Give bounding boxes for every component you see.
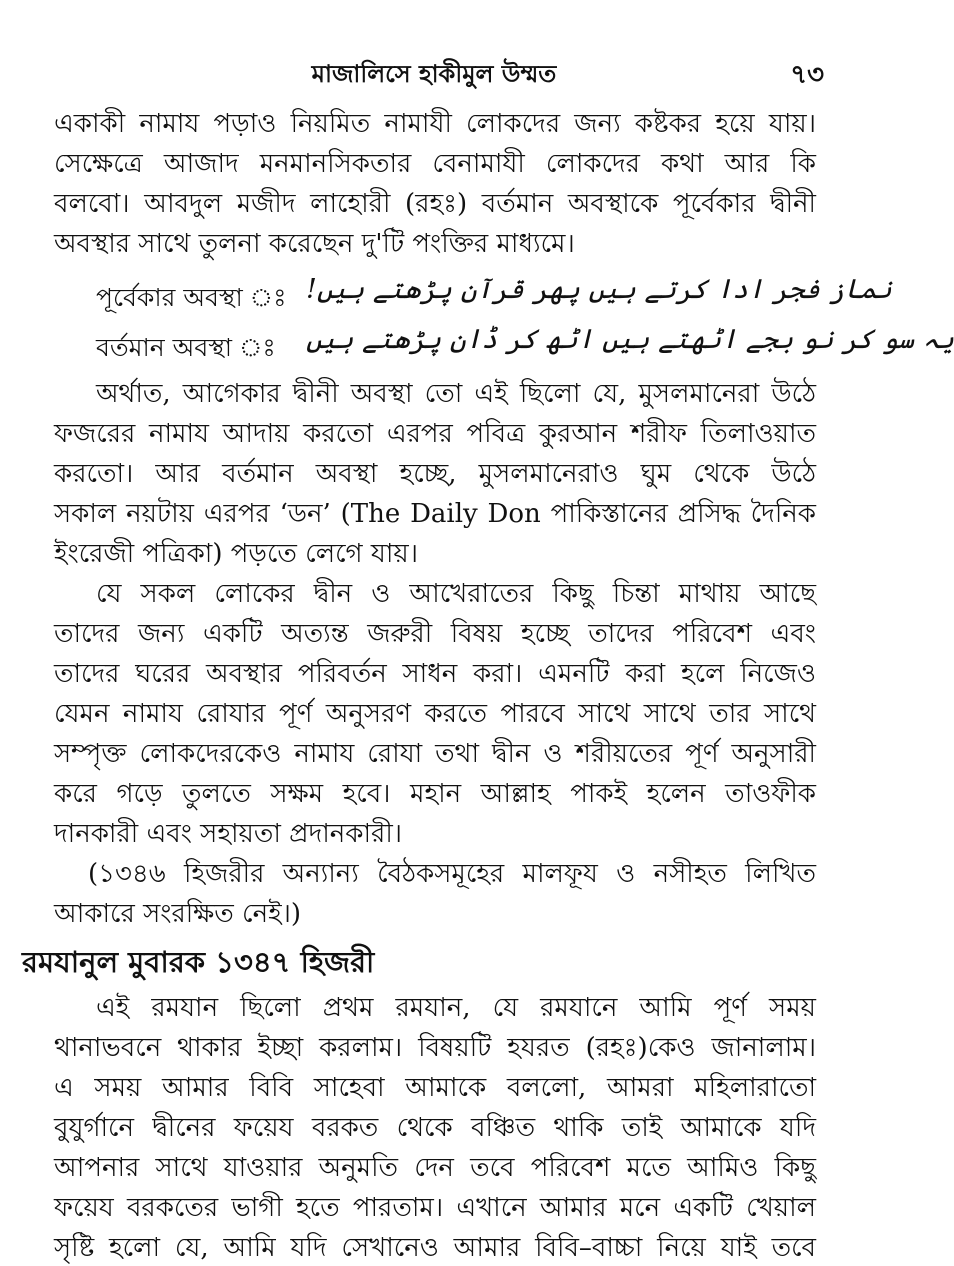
comparison-row-present: [96, 324, 954, 368]
text-line: একাকী নামায পড়াও নিয়মিত নামাযী লোকদের জন্য কষ্টকর হয়ে যায়।: [54, 109, 816, 139]
text-line: থানাভবনে থাকার ইচ্ছা করলাম। বিষয়টি হযরত (রহঃ)কেও জানালাম।: [54, 1033, 816, 1063]
section-heading: রমযানুল মুবারক ১৩৪৭ হিজরী: [22, 945, 375, 979]
urdu-verse: یہ سو کر نو بجے اٹھتے ہیں اٹھ کر ڈان پڑھتے ہیں: [306, 324, 954, 355]
text-line: করতো। আর বর্তমান অবস্থা হচ্ছে, মুসলমানেরাও ঘুম থেকে উঠে: [54, 459, 816, 489]
text-line: আপনার সাথে যাওয়ার অনুমতি দেন তবে পরিবেশ মতে আমিও কিছু: [54, 1153, 816, 1183]
text-line: যেমন নামায রোযার পূর্ণ অনুসরণ করতে পারবে সাথে সাথে তার সাথে: [54, 699, 816, 729]
text-line: অবস্থার সাথে তুলনা করেছেন দু'টি পংক্তির মাধ্যমে।: [54, 229, 575, 259]
text-line: সকাল নয়টায় এরপর ‘ডন’ (The Daily Don পাকিস্তানের প্রসিদ্ধ দৈনিক: [54, 499, 816, 529]
comparison-label: পূর্বেকার অবস্থা ঃ: [96, 283, 287, 312]
text-line: (১৩৪৬ হিজরীর অন্যান্য বৈঠকসমূহের মালফূয ও নসীহত লিখিত: [88, 859, 816, 889]
text-line: আকারে সংরক্ষিত নেই।): [54, 899, 302, 929]
text-line: অর্থাত, আগেকার দ্বীনী অবস্থা তো এই ছিলো যে, মুসলমানেরা উঠে: [96, 379, 816, 409]
text-line: এই রমযান ছিলো প্রথম রমযান, যে রমযানে আমি পূর্ণ সময়: [96, 993, 816, 1023]
text-line: করে গড়ে তুলতে সক্ষম হবে। মহান আল্লাহ পাকই হলেন তাওফীক: [54, 779, 816, 809]
text-line: সম্পৃক্ত লোকদেরকেও নামায রোযা তথা দ্বীন ও শরীয়তের পূর্ণ অনুসারী: [54, 739, 816, 769]
text-line: ফয়েয বরকতের ভাগী হতে পারতাম। এখানে আমার মনে একটি খেয়াল: [54, 1193, 816, 1223]
text-line: এ সময় আমার বিবি সাহেবা আমাকে বললো, আমরা মহিলারাতো: [54, 1073, 816, 1103]
text-line: দানকারী এবং সহায়তা প্রদানকারী।: [54, 819, 403, 849]
text-line: তাদের ঘরের অবস্থার পরিবর্তন সাধন করা। এমনটি করা হলে নিজেও: [54, 659, 816, 689]
text-line: তাদের জন্য একটি অত্যন্ত জরুরী বিষয় হচ্ছে তাদের পরিবেশ এবং: [54, 619, 816, 649]
text-line: সৃষ্টি হলো যে, আমি যদি সেখানেও আমার বিবি–বাচ্চা নিয়ে যাই তবে: [54, 1233, 816, 1263]
comparison-label: বর্তমান অবস্থা ঃ: [96, 333, 276, 362]
text-line: বুযুর্গানে দ্বীনের ফয়েয বরকত থেকে বঞ্চিত থাকি তাই আমাকে যদি: [54, 1113, 816, 1143]
comparison-row-past: [96, 274, 892, 318]
urdu-verse: نماز فجر ادا کرتے ہیں پھر قرآن پڑھتے ہیں!: [306, 274, 892, 305]
running-header-title: মাজালিসে হাকীমুল উম্মত: [311, 60, 557, 88]
text-line: ফজরের নামায আদায় করতো এরপর পবিত্র কুরআন শরীফ তিলাওয়াত: [54, 419, 816, 449]
page-number: ৭৩: [790, 60, 824, 90]
text-line: সেক্ষেত্রে আজাদ মনমানসিকতার বেনামাযী লোকদের কথা আর কি: [54, 149, 816, 179]
text-line: বলবো। আবদুল মজীদ লাহোরী (রহঃ) বর্তমান অবস্থাকে পূর্বেকার দ্বীনী: [54, 189, 816, 219]
text-line: ইংরেজী পত্রিকা) পড়তে লেগে যায়।: [54, 539, 418, 569]
text-line: যে সকল লোকের দ্বীন ও আখেরাতের কিছু চিন্তা মাথায় আছে: [96, 579, 816, 609]
